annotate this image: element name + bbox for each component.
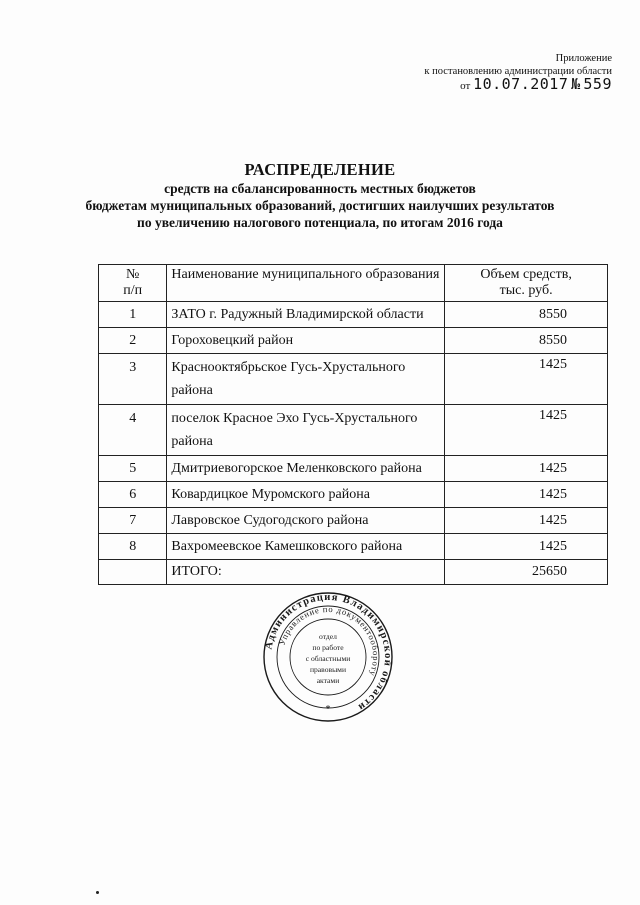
row-number: 3	[99, 354, 167, 405]
row-value: 1425	[445, 456, 608, 482]
row-name-line-2: района	[171, 434, 213, 449]
row-value: 1425	[445, 405, 608, 456]
row-number: 1	[99, 302, 167, 328]
row-name-line-1: Краснооктябрьское Гусь-Хрустального	[171, 360, 406, 375]
row-value: 1425	[445, 508, 608, 534]
title-line-1: средств на сбалансированность местных бюджетов	[164, 181, 476, 196]
stamp-center-line: актами	[316, 676, 340, 685]
document-title	[0, 160, 640, 231]
row-value: 1425	[445, 354, 608, 405]
row-name	[167, 405, 445, 456]
row-value: 1425	[445, 534, 608, 560]
row-name-line-1: поселок Красное Эхо Гусь-Хрустального	[171, 411, 418, 426]
title-line-2: бюджетам муниципальных образований, достигших наилучших результатов	[85, 198, 555, 213]
stamp-inner-text: Управление по документообороту	[276, 603, 382, 679]
row-number: 6	[99, 482, 167, 508]
seal-stamp	[262, 591, 394, 723]
resolution-number: 559	[583, 75, 612, 93]
row-number: 7	[99, 508, 167, 534]
table-total-row	[99, 560, 608, 585]
row-value: 8550	[445, 302, 608, 328]
table-row	[99, 482, 608, 508]
header-num	[99, 265, 167, 302]
row-number: 2	[99, 328, 167, 354]
scan-dot	[96, 891, 99, 894]
row-name	[167, 354, 445, 405]
row-name: Ковардицкое Муромского района	[167, 482, 445, 508]
row-name: Лавровское Судогодского района	[167, 508, 445, 534]
date-prefix: от	[460, 80, 471, 92]
table-header-row	[99, 265, 608, 302]
title-main: РАСПРЕДЕЛЕНИЕ	[244, 160, 396, 179]
row-name: Гороховецкий район	[167, 328, 445, 354]
row-number: 8	[99, 534, 167, 560]
total-value: 25650	[445, 560, 608, 585]
header-volume	[445, 265, 608, 302]
appendix-label: Приложение	[555, 53, 612, 64]
stamp-star: *	[325, 704, 331, 715]
row-name: Дмитриевогорское Меленковского района	[167, 456, 445, 482]
stamp-outer-text: Администрация Владимирской области	[263, 591, 394, 713]
appendix-resolution: к постановлению администрации области	[424, 66, 612, 77]
resolution-date-line	[424, 75, 612, 93]
row-number: 4	[99, 405, 167, 456]
number-sign: №	[571, 75, 581, 93]
resolution-date: 10.07.2017	[473, 75, 569, 93]
row-name: Вахромеевское Камешковского района	[167, 534, 445, 560]
total-empty-cell	[99, 560, 167, 585]
header-volume-line-2: тыс. руб.	[499, 283, 553, 298]
total-label: ИТОГО:	[167, 560, 445, 585]
header-num-sign: №	[126, 267, 140, 282]
table-row	[99, 302, 608, 328]
table-row	[99, 508, 608, 534]
table-row	[99, 328, 608, 354]
table-row	[99, 354, 608, 405]
table-row	[99, 534, 608, 560]
stamp-center-line: с областными	[305, 654, 351, 663]
row-value: 8550	[445, 328, 608, 354]
title-line-3: по увеличению налогового потенциала, по итогам 2016 года	[137, 215, 503, 230]
stamp-center-line: правовыми	[309, 665, 347, 674]
header-volume-line-1: Объем средств,	[480, 267, 572, 282]
row-name: ЗАТО г. Радужный Владимирской области	[167, 302, 445, 328]
stamp-center-line: по работе	[312, 643, 344, 652]
stamp-center-line: отдел	[319, 632, 337, 641]
row-name-line-2: района	[171, 383, 213, 398]
table-row	[99, 456, 608, 482]
row-value: 1425	[445, 482, 608, 508]
header-name: Наименование муниципального образования	[167, 265, 445, 302]
distribution-table	[98, 264, 608, 585]
table-row	[99, 405, 608, 456]
row-number: 5	[99, 456, 167, 482]
appendix-header	[424, 52, 612, 93]
header-num-abbr: п/п	[123, 283, 143, 298]
